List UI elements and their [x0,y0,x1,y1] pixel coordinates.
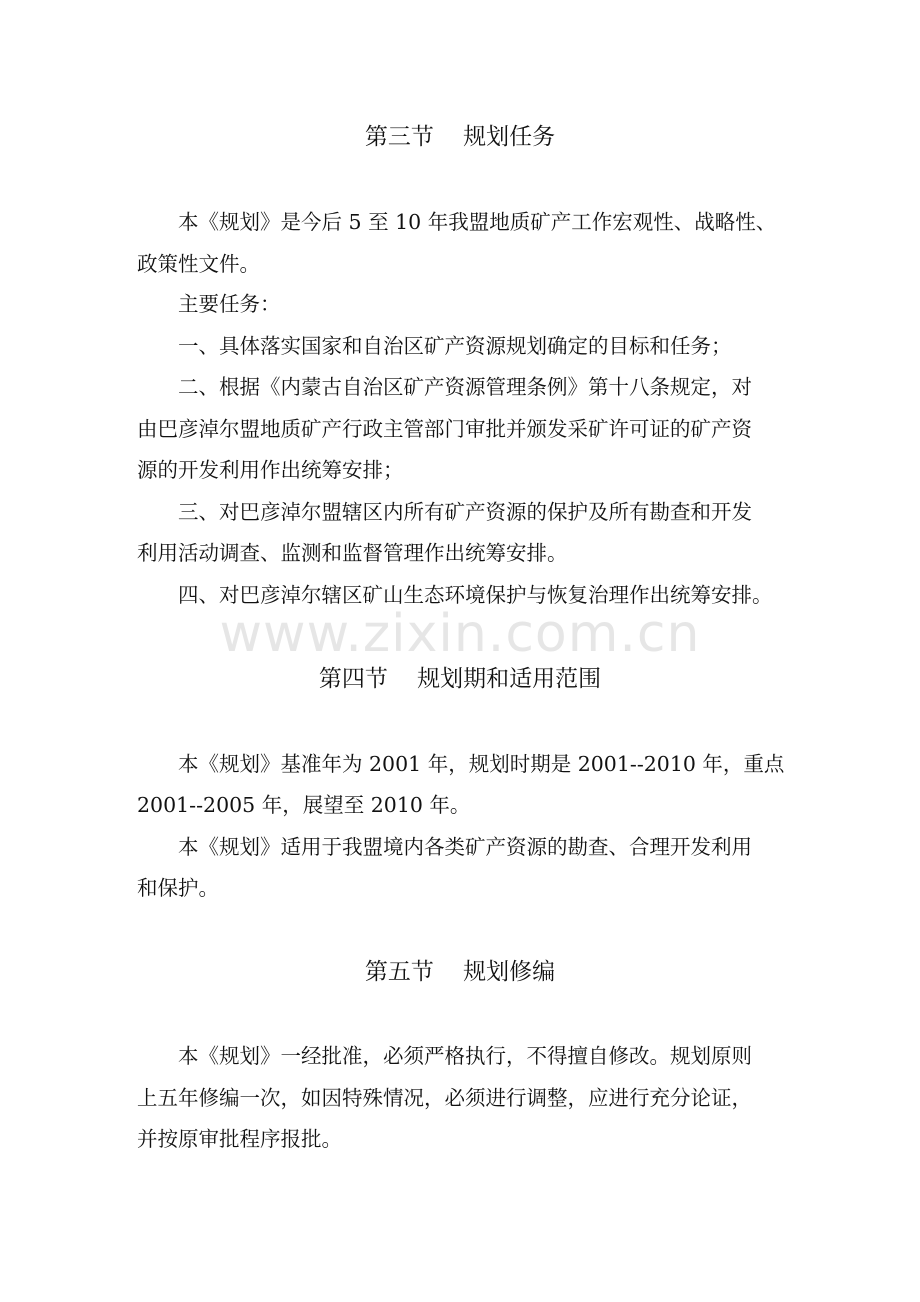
section-3-paragraph-1-cont: 政策性文件。 [137,252,260,276]
section-5-title: 第五节 规划修编 [364,959,556,985]
task-item-2-cont-1: 由巴彦淖尔盟地质矿产行政主管部门审批并颁发采矿许可证的矿产资 [137,417,752,441]
section-4-title: 第四节 规划期和适用范围 [318,666,602,692]
watermark: www.zixin.com.cn [219,604,701,664]
section-5-paragraph-1-cont-1: 上五年修编一次，如因特殊情况，必须进行调整，应进行充分论证， [137,1086,752,1110]
task-item-2: 二、根据《内蒙古自治区矿产资源管理条例》第十八条规定，对 [178,375,752,399]
task-item-3: 三、对巴彦淖尔盟辖区内所有矿产资源的保护及所有勘查和开发 [178,500,752,524]
task-item-3-cont: 利用活动调查、监测和监督管理作出统筹安排。 [137,541,568,565]
section-3-title: 第三节 规划任务 [364,124,556,150]
section-4-paragraph-2-cont: 和保护。 [137,876,219,900]
task-item-4: 四、对巴彦淖尔辖区矿山生态环境保护与恢复治理作出统筹安排。 [178,583,773,607]
section-5-paragraph-1-cont-2: 并按原审批程序报批。 [137,1127,342,1151]
section-3-main-tasks-label: 主要任务： [178,292,281,316]
section-4-paragraph-2: 本《规划》适用于我盟境内各类矿产资源的勘查、合理开发利用 [178,835,752,859]
section-3-paragraph-1: 本《规划》是今后 5 至 10 年我盟地质矿产工作宏观性、战略性、 [178,210,777,234]
section-5-paragraph-1: 本《规划》一经批准，必须严格执行，不得擅自修改。规划原则 [178,1044,752,1068]
section-4-paragraph-1: 本《规划》基准年为 2001 年，规划时期是 2001--2010 年，重点 [178,752,785,776]
task-item-1: 一、具体落实国家和自治区矿产资源规划确定的目标和任务； [178,334,732,358]
section-4-paragraph-1-cont: 2001--2005 年，展望至 2010 年。 [137,793,471,817]
task-item-2-cont-2: 源的开发利用作出统筹安排； [137,458,404,482]
